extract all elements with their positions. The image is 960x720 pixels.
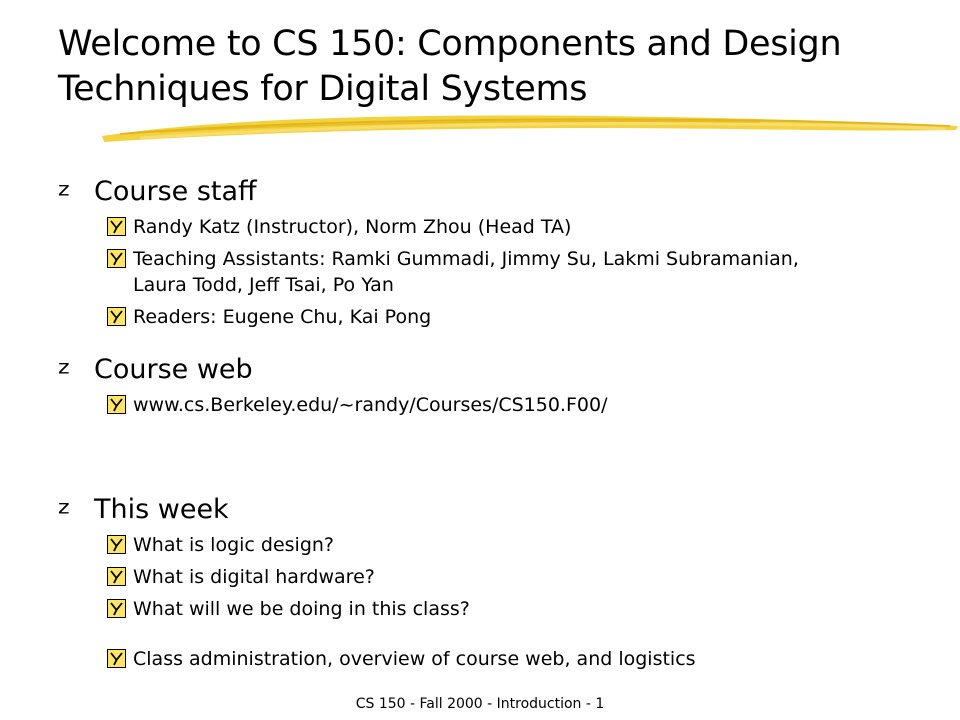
list-item [107, 392, 833, 418]
y-checkbox-icon [107, 599, 126, 618]
section-heading: Course web [94, 354, 253, 385]
y-checkbox-icon [107, 249, 126, 268]
y-checkbox-icon [107, 307, 126, 326]
list-item [107, 564, 833, 590]
list-item [107, 532, 833, 558]
yellow-swoosh-divider [100, 108, 960, 148]
y-checkbox-icon [107, 395, 126, 414]
y-checkbox-icon [107, 649, 126, 668]
z-bullet-icon: z [58, 178, 70, 201]
list-item-text: What is logic design? [133, 534, 335, 556]
list-item [107, 304, 833, 330]
section-course-staff [58, 172, 833, 336]
list-item [107, 596, 833, 622]
list-item-text: Class administration, overview of course web, and logistics [133, 648, 696, 670]
section-heading: This week [94, 494, 229, 525]
list-item-text: Teaching Assistants: Ramki Gummadi, Jimmy Su, Lakmi Subramanian, Laura Todd, Jeff Tsai, Po Yan [133, 248, 799, 296]
list-item-text: Randy Katz (Instructor), Norm Zhou (Head TA) [133, 216, 572, 238]
section-heading: Course staff [94, 176, 257, 207]
section-this-week [58, 490, 833, 678]
course-web-link[interactable]: www.cs.Berkeley.edu/~randy/Courses/CS150.F00/ [133, 394, 608, 416]
y-checkbox-icon [107, 217, 126, 236]
slide-footer: CS 150 - Fall 2000 - Introduction - 1 [355, 696, 605, 712]
list-item-text: What is digital hardware? [133, 566, 375, 588]
slide-title: Welcome to CS 150: Components and Design Techniques for Digital Systems [58, 24, 842, 109]
list-item-text: What will we be doing in this class? [133, 598, 470, 620]
list-item-text: Readers: Eugene Chu, Kai Pong [133, 306, 432, 328]
y-checkbox-icon [107, 567, 126, 586]
list-item [107, 246, 833, 298]
z-bullet-icon: z [58, 496, 70, 519]
z-bullet-icon: z [58, 356, 70, 379]
y-checkbox-icon [107, 535, 126, 554]
list-item [107, 646, 833, 672]
section-course-web [58, 350, 833, 424]
list-item [107, 214, 833, 240]
